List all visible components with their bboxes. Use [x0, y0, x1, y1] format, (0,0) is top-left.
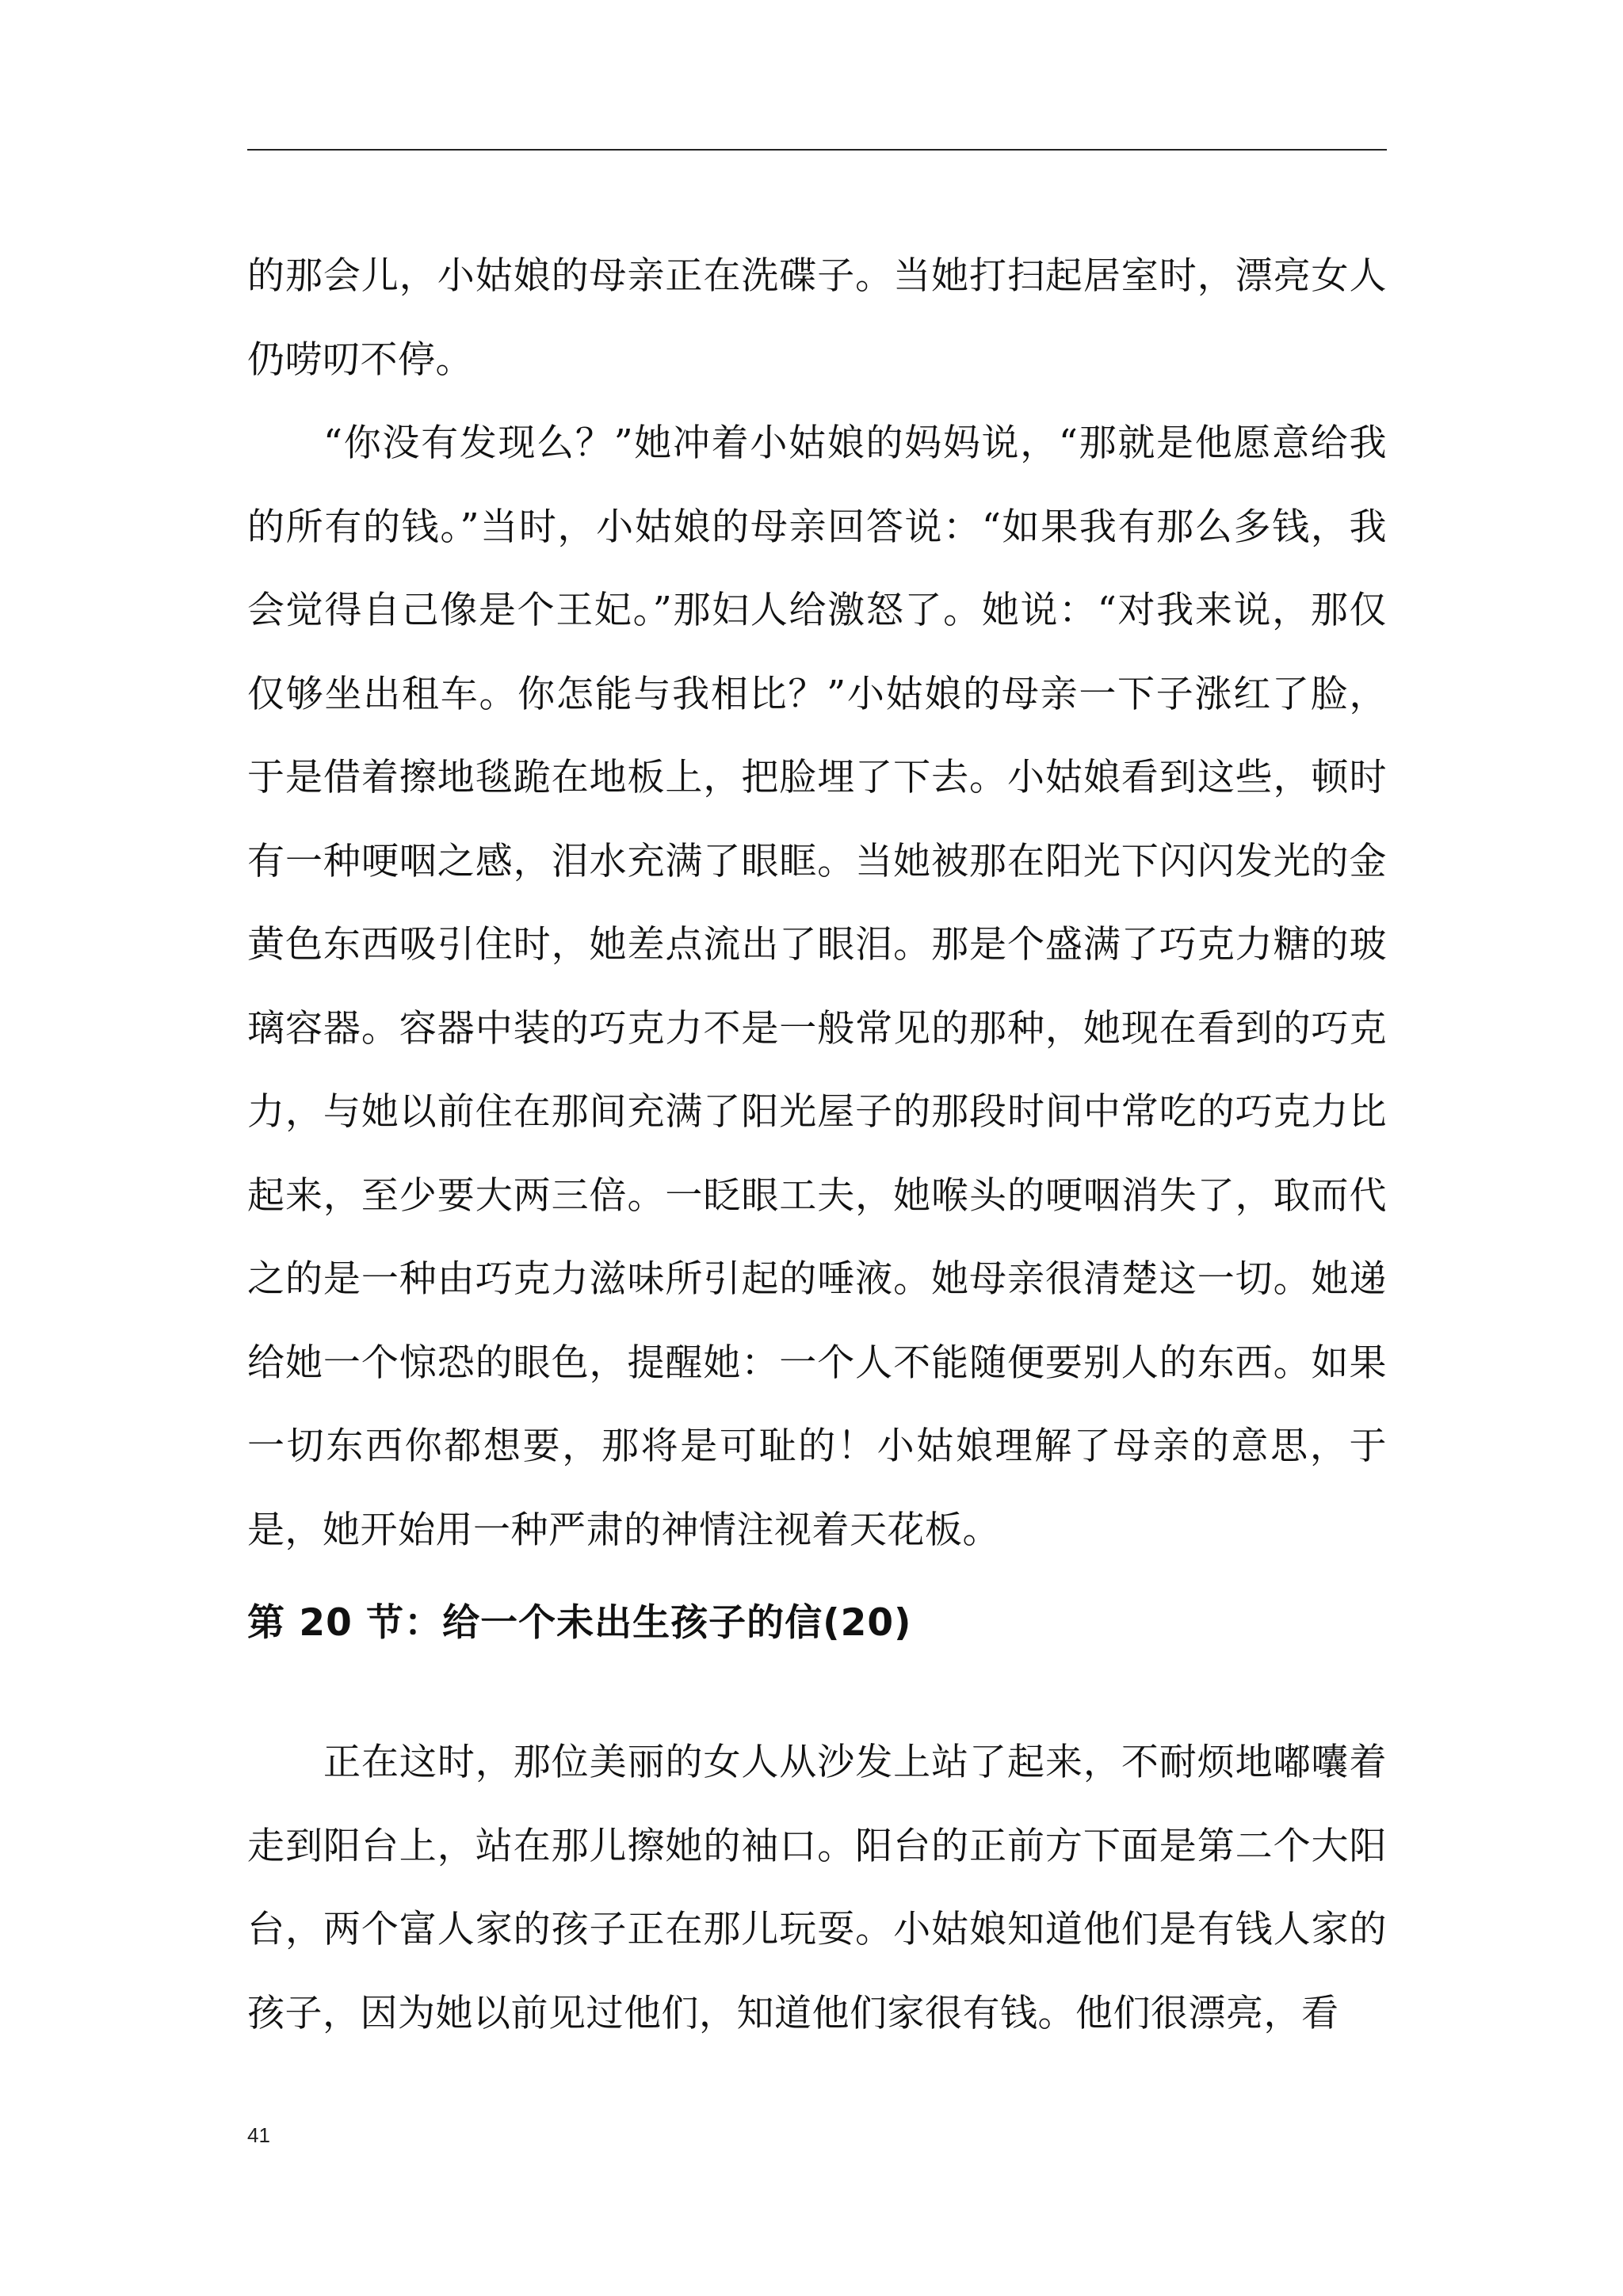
page-body	[247, 235, 1387, 2055]
body-paragraph-3: 正在这时，那位美丽的女人从沙发上站了起来，不耐烦地嘟囔着走到阳台上，站在那儿擦她的袖口。阳台的正前方下面是第二个大阳台，两个富人家的孩子正在那儿玩耍。小姑娘知道他们是有钱人家的孩子，因为她以前见过他们，知道他们家很有钱。他们很漂亮，看	[247, 1741, 1387, 2035]
header-rule	[247, 149, 1387, 151]
section-heading: 第 20 节：给一个未出生孩子的信(20)	[247, 1600, 912, 1645]
body-paragraph-1: 的那会儿，小姑娘的母亲正在洗碟子。当她打扫起居室时，漂亮女人仍唠叨不停。	[247, 254, 1387, 382]
body-paragraph-2: “你没有发现么？”她冲着小姑娘的妈妈说，“那就是他愿意给我的所有的钱。”当时，小姑娘的母亲回答说：“如果我有那么多钱，我会觉得自己像是个王妃。”那妇人给激怒了。她说：“对我来说，那仅仅够坐出租车。你怎能与我相比？”小姑娘的母亲一下子涨红了脸，于是借着擦地毯跪在地板上，把脸埋了下去。小姑娘看到这些，顿时有一种哽咽之感，泪水充满了眼眶。当她被那在阳光下闪闪发光的金黄色东西吸引住时，她差点流出了眼泪。那是个盛满了巧克力糖的玻璃容器。容器中装的巧克力不是一般常见的那种，她现在看到的巧克力，与她以前住在那间充满了阳光屋子的那段时间中常吃的巧克力比起来，至少要大两三倍。一眨眼工夫，她喉头的哽咽消失了，取而代之的是一种由巧克力滋味所引起的唾液。她母亲很清楚这一切。她递给她一个惊恐的眼色，提醒她：一个人不能随便要别人的东西。如果一切东西你都想要，那将是可耻的！小姑娘理解了母亲的意思，于是，她开始用一种严肃的神情注视着天花板。	[247, 421, 1387, 1552]
section-heading-block	[247, 1575, 1387, 1664]
page-number: 41	[247, 2123, 270, 2147]
